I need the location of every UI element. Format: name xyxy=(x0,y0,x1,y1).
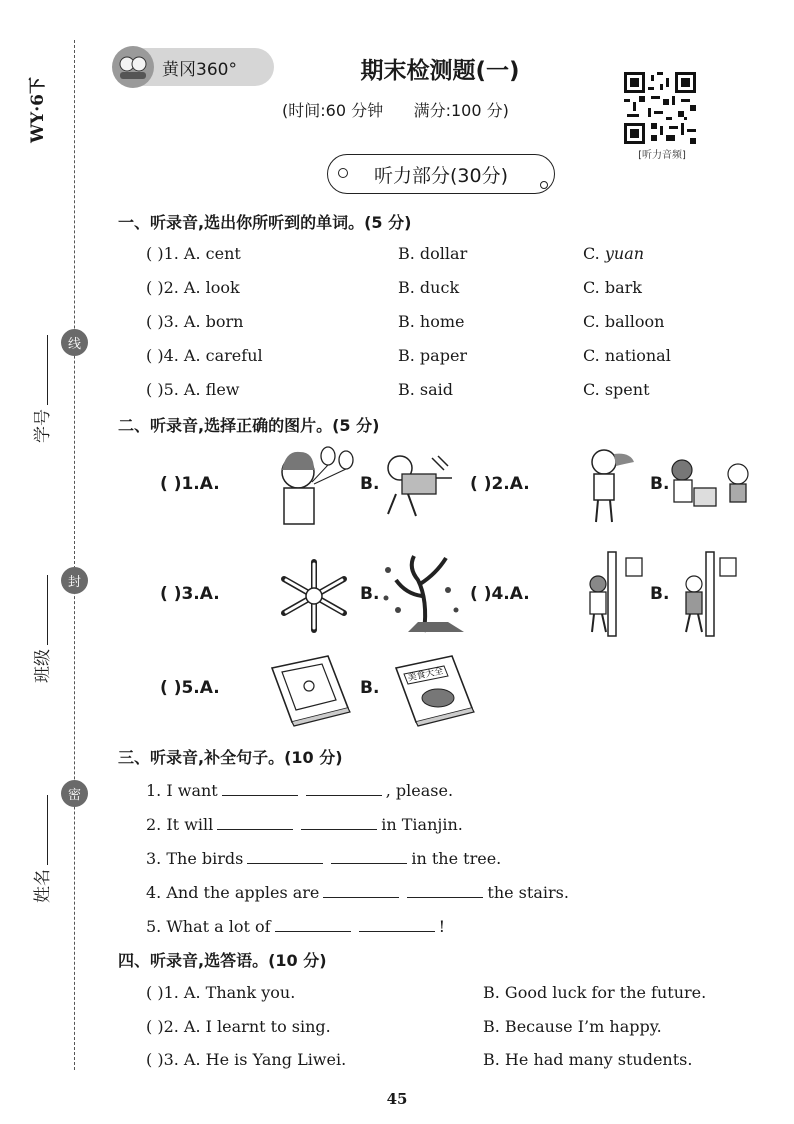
banner-circle-icon xyxy=(338,168,348,178)
seal-secret-mark: 密 xyxy=(61,780,88,807)
s2-q2-b-label[interactable]: B. xyxy=(650,474,670,494)
brand-logo-icon xyxy=(112,46,154,88)
listening-section-banner xyxy=(327,154,555,194)
s3-5-blank-2[interactable] xyxy=(359,915,435,932)
qr-code-icon[interactable] xyxy=(624,72,696,144)
s4-item-1-a[interactable]: ( )1. A. Thank you. xyxy=(146,983,296,1002)
seal-line-mark: 线 xyxy=(61,329,88,356)
s2-q5-b-label[interactable]: B. xyxy=(360,678,380,698)
cookbook-picture-b[interactable] xyxy=(390,652,476,730)
name-line[interactable] xyxy=(33,795,48,865)
s3-2-blank-1[interactable] xyxy=(217,813,293,830)
cookbook-title: 美食大全 xyxy=(406,666,445,684)
s4-item-3-b: B. He had many students. xyxy=(483,1050,693,1069)
s3-5-post: ! xyxy=(438,917,446,936)
student-number-label: 学号 xyxy=(32,409,53,443)
s1-item-1-b: B. dollar xyxy=(398,244,468,263)
s3-1-blank-2[interactable] xyxy=(306,779,382,796)
section1-heading: 一、听录音,选出你所听到的单词。(5 分) xyxy=(118,213,412,232)
class-line[interactable] xyxy=(33,575,48,645)
class-field[interactable] xyxy=(27,483,53,683)
s2-q5-label[interactable]: ( )5.A. xyxy=(160,678,220,698)
s4-item-3-a[interactable]: ( )3. A. He is Yang Liwei. xyxy=(146,1050,347,1069)
snowflake-picture[interactable] xyxy=(274,556,354,636)
s1-item-5-b: B. said xyxy=(398,380,454,399)
s3-2-blank-2[interactable] xyxy=(301,813,377,830)
s1-item-2-c: C. bark xyxy=(583,278,642,297)
s1-item-3-a[interactable]: ( )3. A. born xyxy=(146,312,244,331)
grade-label: WY·6下 xyxy=(27,77,48,143)
page-title: 期末检测题(一) xyxy=(360,58,520,84)
s2-q1-b-label[interactable]: B. xyxy=(360,474,380,494)
exam-time-and-score: (时间:60 分钟 满分:100 分) xyxy=(282,101,509,120)
class-label: 班级 xyxy=(32,649,53,683)
s1-item-4-b: B. paper xyxy=(398,346,468,365)
s2-q4-label[interactable]: ( )4.A. xyxy=(470,584,530,604)
s2-q1-label[interactable]: ( )1.A. xyxy=(160,474,220,494)
book-picture-a[interactable] xyxy=(268,652,352,728)
s3-sentence-3 xyxy=(146,847,501,868)
s2-q2-label[interactable]: ( )2.A. xyxy=(470,474,530,494)
seal-cover-mark: 封 xyxy=(61,567,88,594)
student-number-field[interactable] xyxy=(27,243,53,443)
student-number-line[interactable] xyxy=(33,335,48,405)
s1-item-2-a[interactable]: ( )2. A. look xyxy=(146,278,240,297)
s2-q3-b-label[interactable]: B. xyxy=(360,584,380,604)
qr-caption: [听力音频] xyxy=(638,150,686,161)
s3-5-pre: 5. What a lot of xyxy=(146,917,271,936)
s3-4-blank-2[interactable] xyxy=(407,881,483,898)
name-field[interactable] xyxy=(27,703,53,903)
s3-1-blank-1[interactable] xyxy=(222,779,298,796)
boy-carrying-box-picture[interactable] xyxy=(378,448,460,520)
girl-entering-door-picture[interactable] xyxy=(586,548,646,638)
s3-sentence-2 xyxy=(146,813,463,834)
s3-4-pre: 4. And the apples are xyxy=(146,883,320,902)
s3-sentence-5 xyxy=(146,915,445,936)
s3-4-blank-1[interactable] xyxy=(323,881,399,898)
name-label: 姓名 xyxy=(32,869,53,903)
s1-item-3-b: B. home xyxy=(398,312,465,331)
s2-q3-label[interactable]: ( )3.A. xyxy=(160,584,220,604)
brand-badge xyxy=(114,48,274,86)
section3-heading: 三、听录音,补全句子。(10 分) xyxy=(118,748,343,767)
s3-5-blank-1[interactable] xyxy=(275,915,351,932)
s3-3-pre: 3. The birds xyxy=(146,849,244,868)
s3-1-pre: 1. I want xyxy=(146,781,218,800)
s3-4-post: the stairs. xyxy=(487,883,569,902)
binding-dashed-line xyxy=(74,40,75,1070)
brand-text: 黄冈360° xyxy=(162,59,237,80)
s3-1-post: , please. xyxy=(385,781,454,800)
s1-item-2-b: B. duck xyxy=(398,278,460,297)
s3-2-post: in Tianjin. xyxy=(381,815,463,834)
s3-3-blank-1[interactable] xyxy=(247,847,323,864)
s1-item-1-c: C. yuan xyxy=(583,244,645,263)
s4-item-1-b: B. Good luck for the future. xyxy=(483,983,707,1002)
s1-item-4-a[interactable]: ( )4. A. careful xyxy=(146,346,263,365)
s1-item-3-c: C. balloon xyxy=(583,312,665,331)
section2-heading: 二、听录音,选择正确的图片。(5 分) xyxy=(118,416,380,435)
banner-text: 听力部分(30分) xyxy=(373,164,508,187)
s3-3-post: in the tree. xyxy=(411,849,502,868)
kids-washing-picture[interactable] xyxy=(668,456,754,512)
tree-falling-leaves-picture[interactable] xyxy=(378,550,468,634)
banner-dot-icon xyxy=(540,181,548,189)
s1-item-4-c: C. national xyxy=(583,346,671,365)
s3-sentence-4 xyxy=(146,881,569,902)
boy-leaving-door-picture[interactable] xyxy=(680,548,740,638)
s4-item-2-a[interactable]: ( )2. A. I learnt to sing. xyxy=(146,1017,331,1036)
s3-3-blank-2[interactable] xyxy=(331,847,407,864)
s1-item-1-a[interactable]: ( )1. A. cent xyxy=(146,244,241,263)
s3-2-pre: 2. It will xyxy=(146,815,214,834)
page-number: 45 xyxy=(386,1090,408,1108)
s4-item-2-b: B. Because I’m happy. xyxy=(483,1017,662,1036)
section4-heading: 四、听录音,选答语。(10 分) xyxy=(118,951,327,970)
s3-sentence-1 xyxy=(146,779,453,800)
s2-q4-b-label[interactable]: B. xyxy=(650,584,670,604)
girl-windy-picture[interactable] xyxy=(574,442,640,524)
girl-balloons-picture[interactable] xyxy=(268,442,358,526)
s1-item-5-a[interactable]: ( )5. A. flew xyxy=(146,380,240,399)
s1-item-5-c: C. spent xyxy=(583,380,650,399)
s1-item-1-c-word: yuan xyxy=(604,244,645,263)
